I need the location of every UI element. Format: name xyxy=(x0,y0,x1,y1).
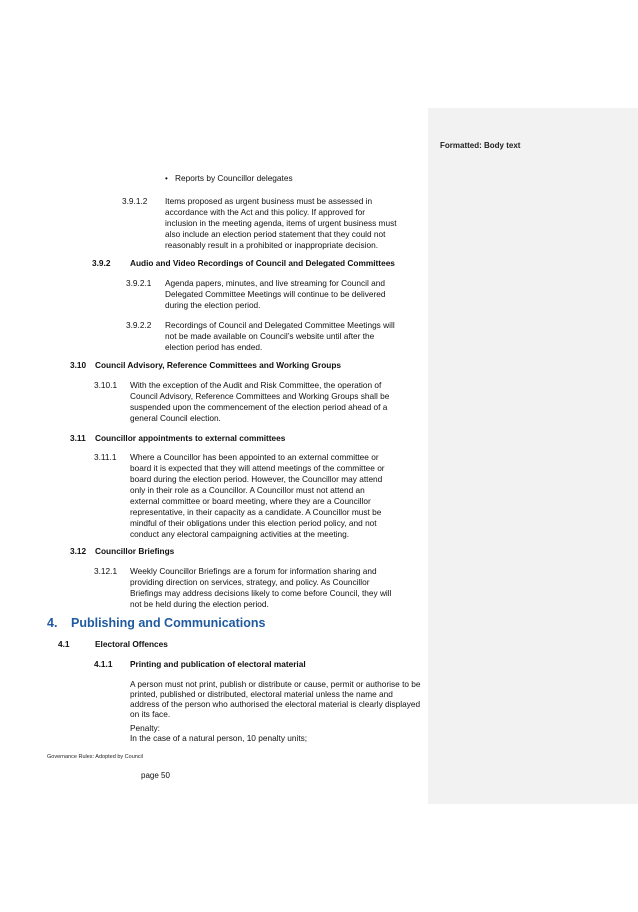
text-line: election period has ended. xyxy=(165,342,263,352)
clause-number: 3.11.1 xyxy=(94,452,117,462)
text-line: not be made available on Council’s website until after the xyxy=(165,331,375,341)
section-heading: Councillor Briefings xyxy=(95,546,175,556)
text-line: also include an election period statement that they could not xyxy=(165,229,386,239)
page-number: page 50 xyxy=(141,771,170,780)
text-line: suspended upon the commencement of the election period ahead of a xyxy=(130,402,388,412)
text-line: representative, in their capacity as a candidate. A Councillor must be xyxy=(130,507,382,517)
text-line: board it is expected that they will attend meetings of the committee or xyxy=(130,463,385,473)
section-number: 3.9.2 xyxy=(92,258,111,268)
text-line: accordance with the Act and this policy. If approved for xyxy=(165,207,366,217)
clause-number: 3.9.1.2 xyxy=(122,196,148,206)
text-line: Council Advisory, Reference Committees and Working Groups shall be xyxy=(130,391,390,401)
text-line: external committee or board meeting, where they are a Councillor xyxy=(130,496,371,506)
section-number: 3.12 xyxy=(70,546,87,556)
text-line: Where a Councillor has been appointed to an external committee or xyxy=(130,452,379,462)
text-line: Delegated Committee Meetings will continue to be delivered xyxy=(165,289,386,299)
text-line: conduct any electoral campaigning activities at the meeting. xyxy=(130,529,350,539)
text-line: printed, published or distributed, electoral material unless the name and xyxy=(130,689,393,699)
text-line: on its face. xyxy=(130,709,171,719)
footer-text: Governance Rules: Adopted by Council xyxy=(47,754,144,760)
text-line: inclusion in the meeting agenda, items of urgent business must xyxy=(165,218,397,228)
section-heading: Audio and Video Recordings of Council and Delegated Committees xyxy=(130,258,395,268)
clause-number: 3.9.2.2 xyxy=(126,320,152,330)
text-line: A person must not print, publish or distribute or cause, permit or authorise to be xyxy=(130,679,421,689)
clause-number: 3.9.2.1 xyxy=(126,278,152,288)
text-line: mindful of their obligations under this election period policy, and not xyxy=(130,518,377,528)
text-line: Items proposed as urgent business must be assessed in xyxy=(165,196,373,206)
section-number: 3.10 xyxy=(70,360,87,370)
section-heading: Electoral Offences xyxy=(95,639,168,649)
text-line: Recordings of Council and Delegated Committee Meetings will xyxy=(165,320,395,330)
section-number: 3.11 xyxy=(70,433,86,443)
chapter-number: 4. xyxy=(47,616,58,630)
section-number: 4.1 xyxy=(58,639,70,649)
text-line: providing direction on services, strategy, and policy. As Councillor xyxy=(130,577,370,587)
clause-number: 3.12.1 xyxy=(94,566,118,576)
text-line: board during the election period. However, the Councillor may attend xyxy=(130,474,383,484)
bullet-icon: • xyxy=(165,174,168,183)
section-heading: Councillor appointments to external committees xyxy=(95,433,286,443)
chapter-heading: Publishing and Communications xyxy=(71,616,266,630)
penalty-label: Penalty: xyxy=(130,723,160,733)
text-line: Agenda papers, minutes, and live streaming for Council and xyxy=(165,278,385,288)
text-line: reasonably result in a prohibited or inappropriate decision. xyxy=(165,240,379,250)
text-line: general Council election. xyxy=(130,413,221,423)
text-line: only in their role as a Councillor. A Councillor must not attend an xyxy=(130,485,365,495)
text-line: not be held during the election period. xyxy=(130,599,269,609)
text-line: address of the person who authorised the electoral material is clearly displayed xyxy=(130,699,421,709)
section-number: 4.1.1 xyxy=(94,659,113,669)
penalty-text: In the case of a natural person, 10 penalty units; xyxy=(130,733,308,743)
text-line: Weekly Councillor Briefings are a forum for information sharing and xyxy=(130,566,377,576)
text-line: during the election period. xyxy=(165,300,261,310)
clause-number: 3.10.1 xyxy=(94,380,118,390)
formatting-note[interactable]: Formatted: Body text xyxy=(440,141,521,150)
comment-margin-panel xyxy=(428,108,638,804)
text-line: Briefings may address decisions likely to come before Council, they will xyxy=(130,588,392,598)
section-heading: Printing and publication of electoral material xyxy=(130,659,306,669)
section-heading: Council Advisory, Reference Committees and Working Groups xyxy=(95,360,342,370)
text-line: With the exception of the Audit and Risk Committee, the operation of xyxy=(130,380,382,390)
bullet-item-text: Reports by Councillor delegates xyxy=(175,173,293,183)
